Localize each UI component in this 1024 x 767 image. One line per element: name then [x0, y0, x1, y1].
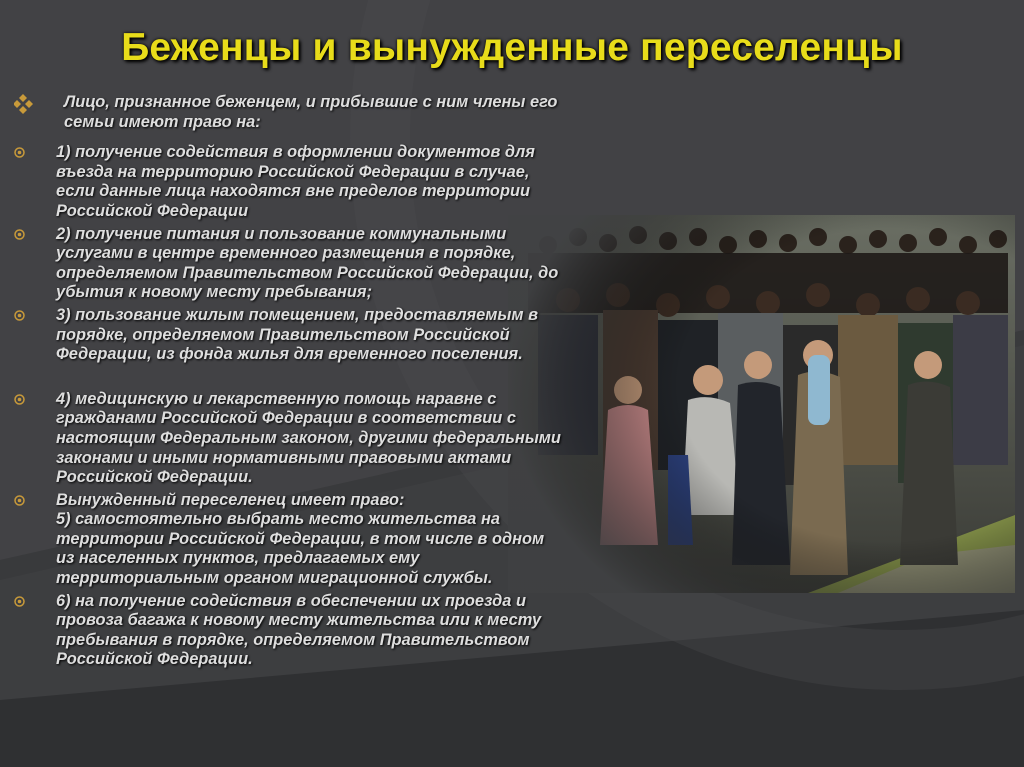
item-5-line-4: из населенных пунктов, предлагаемых ему — [56, 549, 420, 568]
circle-bullet-icon — [14, 147, 25, 158]
item-2-line-4: убытия к новому месту пребывания; — [56, 283, 373, 302]
item-1-line-4: Российской Федерации — [56, 201, 249, 220]
item-3-line-3: Федерации, из фонда жилья для временного поселения. — [56, 345, 523, 364]
list-item — [14, 143, 694, 221]
circle-bullet-icon — [14, 394, 25, 405]
item-5-line-2: 5) самостоятельно выбрать место жительства на — [56, 510, 500, 529]
list-item — [14, 225, 694, 303]
item-3-line-2: порядке, определяемом Правительством Российской — [56, 325, 510, 344]
intro-paragraph — [14, 93, 694, 132]
slide-title: Беженцы и вынужденные переселенцы — [121, 26, 903, 69]
item-6-line-4: Российской Федерации. — [56, 650, 253, 669]
list-item — [14, 592, 694, 670]
circle-bullet-icon — [14, 229, 25, 240]
item-2-line-3: определяемом Правительством Российской Федерации, до — [56, 263, 559, 282]
slide-content — [14, 93, 694, 673]
item-4-line-5: Российской Федерации. — [56, 468, 253, 487]
list-item — [14, 491, 694, 589]
item-6-line-1: 6) на получение содействия в обеспечении их проезда и — [56, 591, 526, 610]
item-6-line-3: пребывания в порядке, определяемом Правительством — [56, 630, 530, 649]
item-5-line-1: Вынужденный переселенец имеет право: — [56, 490, 405, 509]
item-6-line-2: провоза багажа к новому месту жительства или к месту — [56, 611, 542, 630]
item-2-line-1: 2) получение питания и пользование коммунальными — [56, 224, 507, 243]
item-1-line-2: въезда на территорию Российской Федерации в случае, — [56, 162, 530, 181]
four-diamond-icon — [14, 93, 44, 115]
item-1-line-1: 1) получение содействия в оформлении документов для — [56, 143, 535, 162]
circle-bullet-icon — [14, 310, 25, 321]
intro-line-1: Лицо, признанное беженцем, и прибывшие с ним члены его — [64, 93, 558, 111]
item-3-line-1: 3) пользование жилым помещением, предоставляемым в — [56, 305, 538, 324]
intro-line-2: семьи имеют право на: — [64, 112, 261, 131]
item-5-line-5: территориальным органом миграционной службы. — [56, 569, 493, 588]
circle-bullet-icon — [14, 596, 25, 607]
item-1-line-3: если данные лица находятся вне пределов территории — [56, 182, 530, 201]
item-4-line-3: настоящим Федеральным законом, другими федеральными — [56, 428, 561, 447]
item-4-line-1: 4) медицинскую и лекарственную помощь наравне с — [56, 389, 497, 408]
item-4-line-4: законами и иными нормативными правовыми актами — [56, 448, 512, 467]
item-4-line-2: гражданами Российской Федерации в соответствии с — [56, 409, 516, 428]
list-item — [14, 390, 694, 488]
circle-bullet-icon — [14, 495, 25, 506]
item-5-line-3: территории Российской Федерации, в том числе в одном — [56, 529, 545, 548]
list-item — [14, 306, 694, 365]
item-2-line-2: услугами в центре временного размещения в порядке, — [56, 244, 516, 263]
